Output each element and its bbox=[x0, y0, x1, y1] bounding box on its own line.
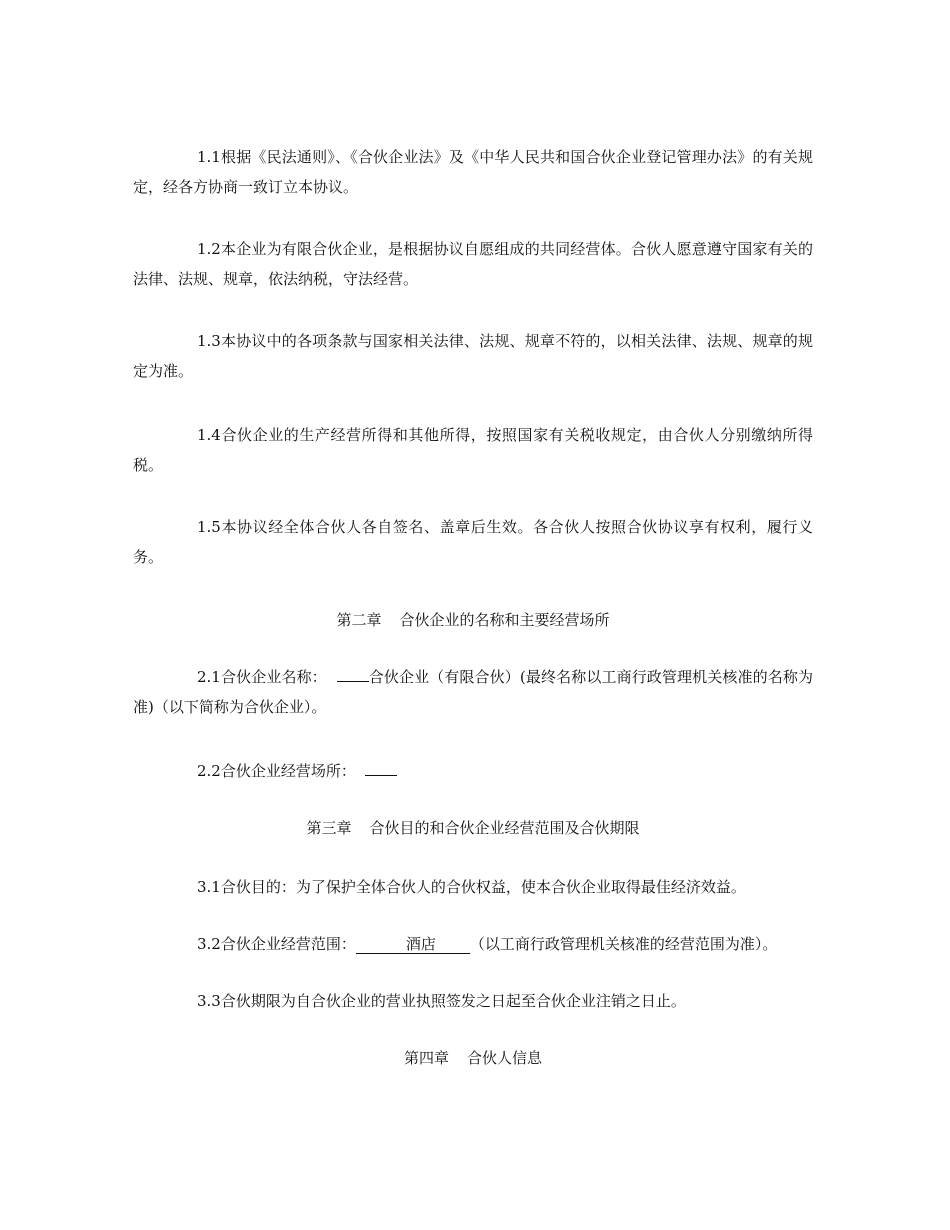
chapter-label: 第二章 bbox=[336, 611, 382, 629]
clause-number: 2.1 bbox=[197, 668, 221, 686]
clause-prefix: 合伙企业经营场所： bbox=[220, 762, 356, 780]
clause-number: 1.5 bbox=[197, 518, 221, 536]
clause-number: 2.2 bbox=[197, 762, 221, 780]
chapter-title: 合伙人信息 bbox=[467, 1049, 543, 1067]
clause-number: 1.1 bbox=[197, 148, 221, 166]
clause-1-3 bbox=[133, 326, 813, 386]
clause-number: 1.3 bbox=[197, 332, 221, 350]
clause-text: 根据《民法通则》、《合伙企业法》及《中华人民共和国合伙企业登记管理办法》的有关规定，经各方协商一致订立本协议。 bbox=[133, 148, 813, 196]
clause-1-5 bbox=[133, 512, 813, 572]
clause-number: 1.4 bbox=[197, 426, 221, 444]
clause-text: 合伙目的：为了保护全体合伙人的合伙权益，使本合伙企业取得最佳经济效益。 bbox=[220, 878, 746, 896]
chapter-label: 第四章 bbox=[403, 1049, 449, 1067]
chapter-title: 合伙目的和合伙企业经营范围及合伙期限 bbox=[369, 819, 640, 837]
clause-number: 1.2 bbox=[197, 240, 221, 258]
chapter-4-heading bbox=[133, 1043, 813, 1073]
clause-3-3 bbox=[133, 986, 813, 1016]
chapter-label: 第三章 bbox=[306, 819, 352, 837]
clause-1-2 bbox=[133, 234, 813, 294]
clause-prefix: 合伙企业经营范围： bbox=[220, 935, 356, 953]
clause-3-2 bbox=[133, 929, 813, 959]
clause-suffix: （以工商行政管理机关核准的经营范围为准）。 bbox=[469, 935, 778, 953]
clause-text: 本协议经全体合伙人各自签名、盖章后生效。各合伙人按照合伙协议享有权利，履行义务。 bbox=[133, 518, 813, 566]
name-blank-field bbox=[337, 666, 369, 682]
chapter-title: 合伙企业的名称和主要经营场所 bbox=[399, 611, 610, 629]
clause-text: 合伙企业的生产经营所得和其他所得，按照国家有关税收规定，由合伙人分别缴纳所得税。 bbox=[133, 426, 813, 474]
clause-number: 3.2 bbox=[197, 935, 221, 953]
clause-prefix: 合伙企业名称： bbox=[220, 668, 327, 686]
clause-text: 本协议中的各项条款与国家相关法律、法规、规章不符的，以相关法律、法规、规章的规定为准。 bbox=[133, 332, 813, 380]
chapter-2-heading bbox=[133, 605, 813, 635]
clause-number: 3.3 bbox=[197, 992, 221, 1010]
chapter-3-heading bbox=[133, 813, 813, 843]
clause-text: 合伙期限为自合伙企业的营业执照签发之日起至合伙企业注销之日止。 bbox=[220, 992, 686, 1010]
clause-3-1 bbox=[133, 872, 813, 902]
clause-1-1 bbox=[133, 142, 813, 202]
clause-2-1 bbox=[133, 662, 813, 722]
clause-text: 本企业为有限合伙企业，是根据协议自愿组成的共同经营体。合伙人愿意遵守国家有关的法律、法规、规章，依法纳税，守法经营。 bbox=[133, 240, 813, 288]
business-scope-value: 酒店 bbox=[356, 935, 470, 954]
clause-2-2 bbox=[133, 756, 813, 786]
clause-1-4 bbox=[133, 420, 813, 480]
clause-number: 3.1 bbox=[197, 878, 221, 896]
address-blank-field bbox=[365, 760, 397, 776]
clause-suffix: 合伙企业（有限合伙）(最终名称以工商行政管理机关核准的名称为准)（以下简称为合伙企业）。 bbox=[133, 668, 813, 716]
